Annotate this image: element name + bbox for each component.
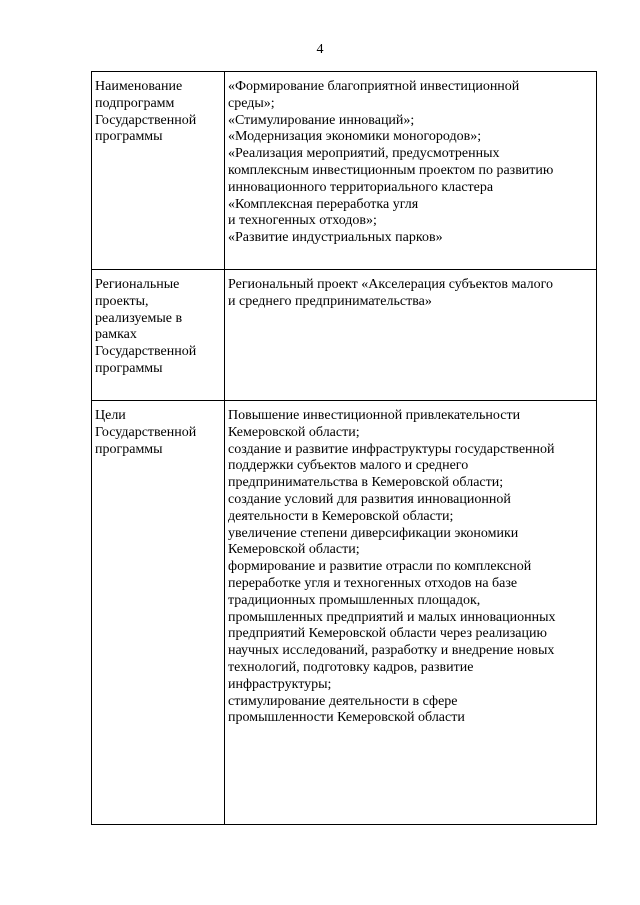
label-line: Региональные [95,277,180,292]
label-line: Государственной [95,112,197,128]
label-line: Государственной [95,424,197,440]
value-line: предпринимательства в Кемеровской области; [228,475,504,491]
value-line: и среднего предпринимательства» [228,293,432,309]
label-line: Наименование [95,79,183,94]
value-line: «Реализация мероприятий, предусмотренных [228,146,500,162]
value-line: Повышение инвестиционной привлекательности [228,408,521,423]
value-line: деятельности в Кемеровской области; [228,508,454,524]
program-passport-table [91,71,597,825]
value-line: поддержки субъектов малого и среднего [228,458,469,474]
value-line: комплексным инвестиционным проектом по развитию [228,162,554,178]
label-line: подпрограмм [95,95,175,111]
label-line: реализуемые в [95,310,183,326]
value-line: формирование и развитие отрасли по комплексной [228,559,532,575]
value-line: переработке угля и техногенных отходов на базе [228,575,518,591]
value-line: предприятий Кемеровской области через реализацию [228,626,547,642]
value-line: Региональный проект «Акселерация субъектов малого [228,277,553,292]
label-line: программы [95,441,163,457]
page-number: 4 [316,42,324,57]
value-line: создание и развитие инфраструктуры государственной [228,441,555,457]
value-line: промышленности Кемеровской области [228,710,465,726]
value-line: промышленных предприятий и малых инновационных [228,609,556,625]
value-line: «Формирование благоприятной инвестиционной [228,79,520,94]
value-line: Кемеровской области; [228,542,360,558]
value-line: увеличение степени диверсификации экономики [228,525,519,541]
value-line: «Стимулирование инноваций»; [228,112,415,128]
value-line: инновационного территориального кластера [228,179,494,195]
value-cell-goals [225,401,597,825]
value-cell-subprograms [225,72,597,270]
label-line: Цели [95,408,126,423]
label-line: рамках [95,327,137,343]
value-line: традиционных промышленных площадок, [228,592,481,608]
value-line: технологий, подготовку кадров, развитие [228,659,474,675]
value-line: и техногенных отходов»; [228,213,377,229]
label-line: проекты, [95,293,149,309]
value-line: создание условий для развития инновационной [228,491,511,507]
value-line: «Модернизация экономики моногородов»; [228,129,482,145]
value-line: инфраструктуры; [228,676,332,692]
label-line: программы [95,129,163,145]
table-row-goals [92,401,597,825]
value-line: «Развитие индустриальных парков» [228,230,443,246]
value-line: стимулирование деятельности в сфере [228,693,458,709]
label-cell-subprograms [92,72,225,270]
label-line: Государственной [95,344,197,360]
label-line: программы [95,360,163,376]
value-line: Кемеровской области; [228,424,360,440]
value-line: «Комплексная переработка угля [228,196,419,212]
label-cell-regional-projects [92,270,225,401]
value-line: научных исследований, разработку и внедрение новых [228,643,555,659]
value-cell-regional-projects [225,270,597,401]
value-line: среды»; [228,95,275,111]
table-row-subprograms [92,72,597,270]
table-row-regional-projects [92,270,597,401]
label-cell-goals [92,401,225,825]
